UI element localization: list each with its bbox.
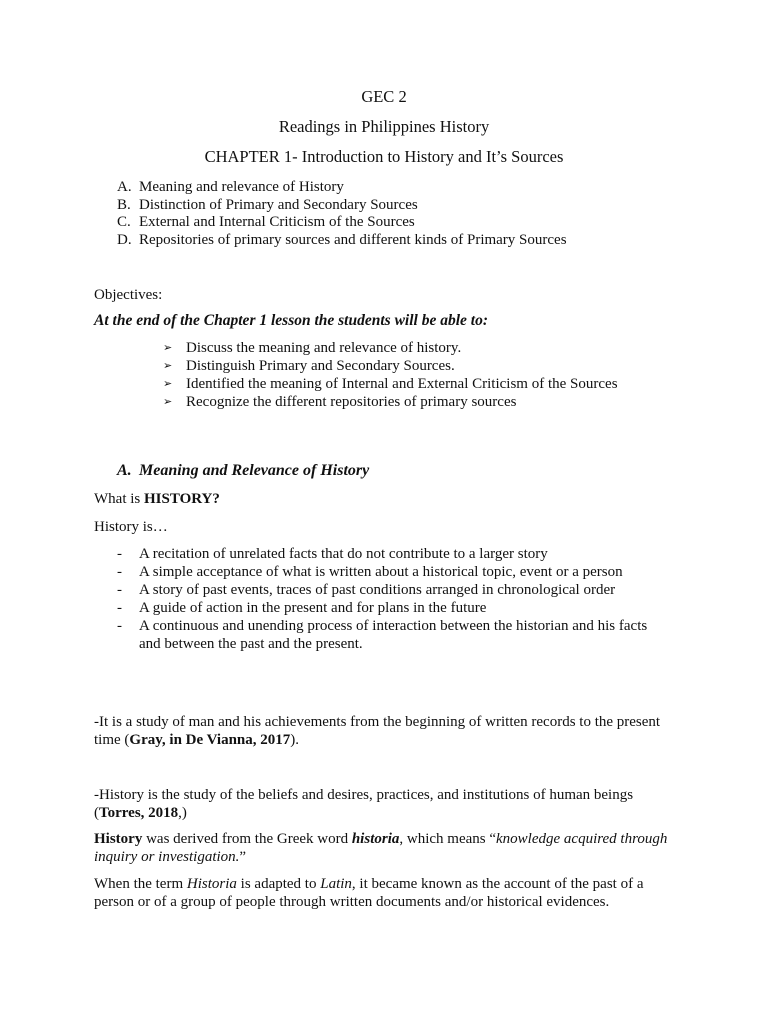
term-historia: Historia [186, 876, 237, 892]
chapter-title: CHAPTER 1- Introduction to History and It’s Sources [204, 147, 564, 166]
topic-marker: A. [117, 179, 132, 195]
dash-marker: - [117, 582, 122, 598]
subject-title: Readings in Philippines History [278, 117, 490, 136]
topic-marker: D. [117, 231, 132, 248]
definition-text: A continuous and unending process of interaction between the historian and his facts and between the past and the present. [139, 618, 648, 652]
paragraph-text: ). [290, 732, 300, 748]
topic-marker: C. [117, 214, 131, 230]
latin-paragraph [94, 875, 684, 911]
question-prefix: What is [94, 491, 144, 507]
term-history: History [94, 831, 143, 847]
paragraph-text: When the term [94, 876, 187, 892]
topic-text: Repositories of primary sources and different kinds of Primary Sources [139, 231, 567, 248]
paragraph-text: ,) [178, 805, 187, 821]
paragraph-text: , it became known as the account of the past of a person or of a group of people through written documents and/or historical evidences. [94, 876, 644, 910]
objectives-intro: At the end of the Chapter 1 lesson the students will be able to: [94, 312, 488, 329]
etymology-paragraph [94, 830, 684, 866]
arrow-bullet-icon: ➢ [163, 341, 173, 354]
definition-list [117, 545, 665, 653]
objective-item [163, 339, 633, 357]
objective-text: Distinguish Primary and Secondary Sources. [186, 358, 455, 374]
topic-item [117, 196, 567, 214]
definition-text: A guide of action in the present and for plans in the future [139, 600, 487, 616]
definition-text: A simple acceptance of what is written about a historical topic, event or a person [139, 564, 623, 580]
topic-item [117, 178, 567, 196]
definition-text: A story of past events, traces of past conditions arranged in chronological order [139, 582, 616, 598]
section-letter: A. [117, 462, 132, 479]
course-code: GEC 2 [361, 87, 407, 106]
arrow-bullet-icon: ➢ [163, 377, 173, 390]
topic-text: Distinction of Primary and Secondary Sources [139, 196, 418, 213]
section-title: Meaning and Relevance of History [139, 462, 370, 479]
paragraph-text: was derived from the Greek word [142, 831, 352, 847]
paragraph-text: -It is a study of man and his achievements from the beginning of written records to the present time ( [94, 714, 661, 748]
objectives-label: Objectives: [94, 287, 163, 303]
question-line [94, 490, 220, 508]
section-heading [117, 462, 369, 480]
topic-text: External and Internal Criticism of the Sources [139, 214, 415, 230]
arrow-bullet-icon: ➢ [163, 359, 173, 372]
definition-item [117, 617, 665, 653]
paragraph-text: ” [239, 849, 247, 865]
dash-marker: - [117, 600, 122, 616]
greek-word: historia [351, 831, 400, 847]
topic-text: Meaning and relevance of History [139, 179, 344, 195]
dash-marker: - [117, 564, 122, 580]
dash-marker: - [117, 546, 122, 562]
greek-meaning: knowledge acquired through inquiry or investigation. [94, 831, 668, 865]
arrow-bullet-icon: ➢ [163, 395, 173, 408]
objective-text: Recognize the different repositories of primary sources [186, 394, 517, 410]
topic-item [117, 231, 567, 249]
history-is-label: History is… [94, 519, 168, 535]
definition-item [117, 563, 665, 581]
term-latin: Latin [320, 876, 352, 892]
definition-item [117, 545, 665, 563]
topic-item [117, 213, 567, 231]
definition-text: A recitation of unrelated facts that do not contribute to a larger story [139, 546, 548, 562]
definition-item [117, 581, 665, 599]
paragraph-text: -History is the study of the beliefs and desires, practices, and institutions of human beings ( [94, 787, 634, 821]
definition-item [117, 599, 665, 617]
dash-marker: - [117, 618, 122, 634]
question-emphasis: HISTORY? [144, 491, 220, 507]
citation: Torres, 2018 [99, 805, 179, 821]
objective-item [163, 357, 633, 375]
paragraph-text: , which means “ [399, 831, 497, 847]
topic-marker: B. [117, 196, 131, 213]
objective-item [163, 393, 633, 411]
objective-text: Identified the meaning of Internal and External Criticism of the Sources [186, 376, 618, 392]
objective-item [163, 375, 633, 393]
objective-text: Discuss the meaning and relevance of history. [186, 340, 462, 356]
objectives-list [163, 339, 633, 411]
torres-definition-paragraph [94, 786, 684, 822]
gray-definition-paragraph [94, 713, 684, 749]
topic-list [117, 178, 567, 248]
paragraph-text: is adapted to [236, 876, 321, 892]
citation: Gray, in De Vianna, 2017 [129, 732, 291, 748]
